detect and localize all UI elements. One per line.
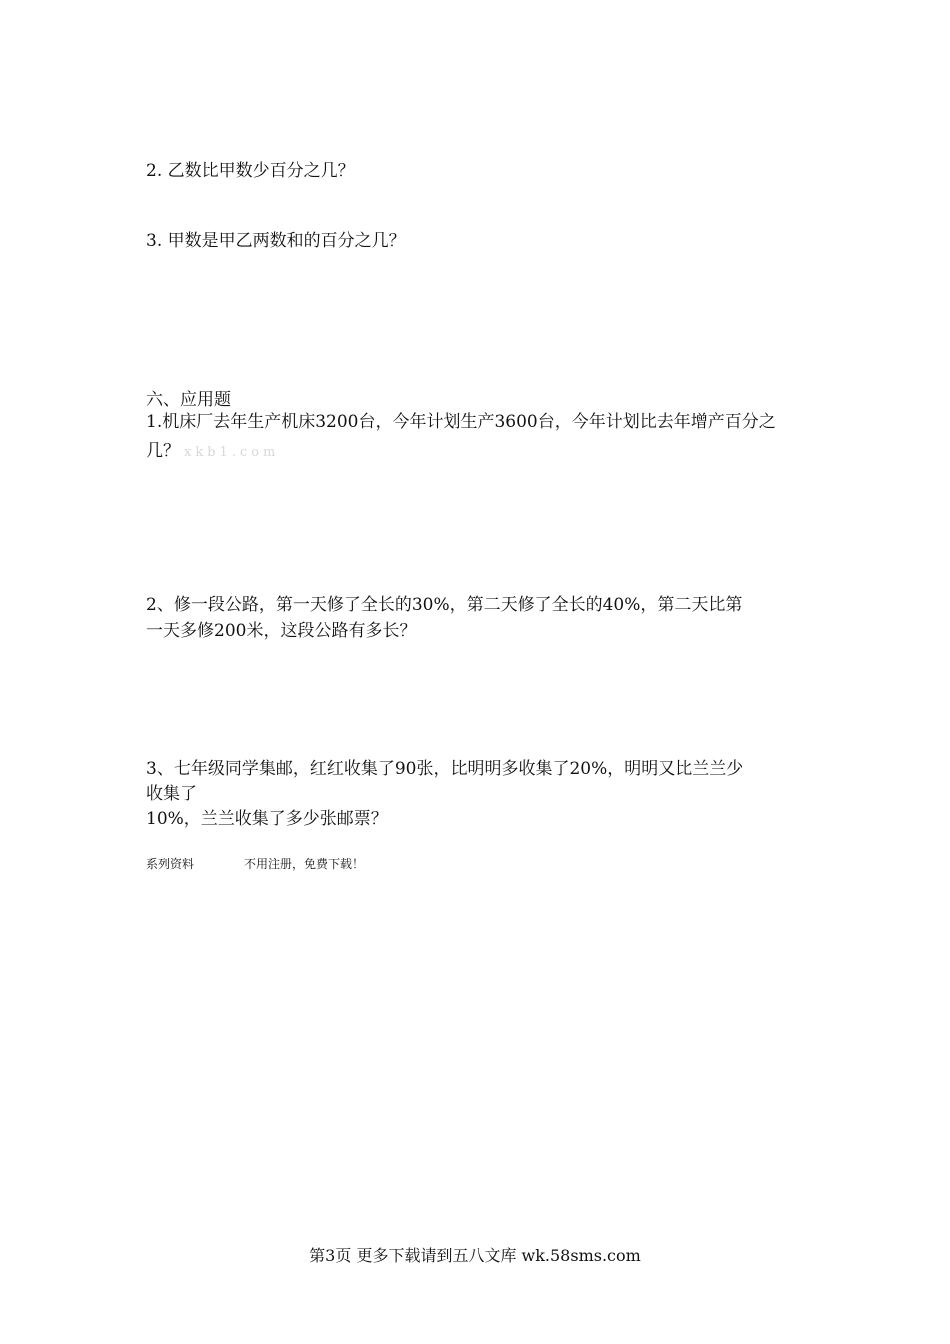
question-2: 2. 乙数比甲数少百分之几？ xyxy=(146,161,355,181)
problem-3-line-1: 3、七年级同学集邮，红红收集了90张，比明明多收集了20%，明明又比兰兰少 xyxy=(146,759,744,779)
question-3: 3. 甲数是甲乙两数和的百分之几？ xyxy=(146,231,406,251)
problem-3-line-3: 10%，兰兰收集了多少张邮票？ xyxy=(146,809,388,829)
problem-1-line-1: 1.机床厂去年生产机床3200台，今年计划生产3600台，今年计划比去年增产百分之 xyxy=(146,412,776,432)
watermark-text: xkb1.com xyxy=(184,445,280,460)
section-heading: 六、应用题 xyxy=(146,390,231,410)
problem-1-text: 几？ xyxy=(146,441,180,461)
promo-left: 系列资料 xyxy=(146,857,195,871)
problem-2-line-1: 2、修一段公路，第一天修了全长的30%，第二天修了全长的40%，第二天比第 xyxy=(146,595,743,615)
problem-3-line-2: 收集了 xyxy=(146,784,197,804)
promo-right: 不用注册，免费下载！ xyxy=(244,857,365,871)
problem-1-line-2 xyxy=(146,440,279,464)
page-footer: 第3页 更多下载请到五八文库 wk.58sms.com xyxy=(309,1246,641,1265)
problem-2-line-2: 一天多修200米，这段公路有多长？ xyxy=(146,621,417,641)
